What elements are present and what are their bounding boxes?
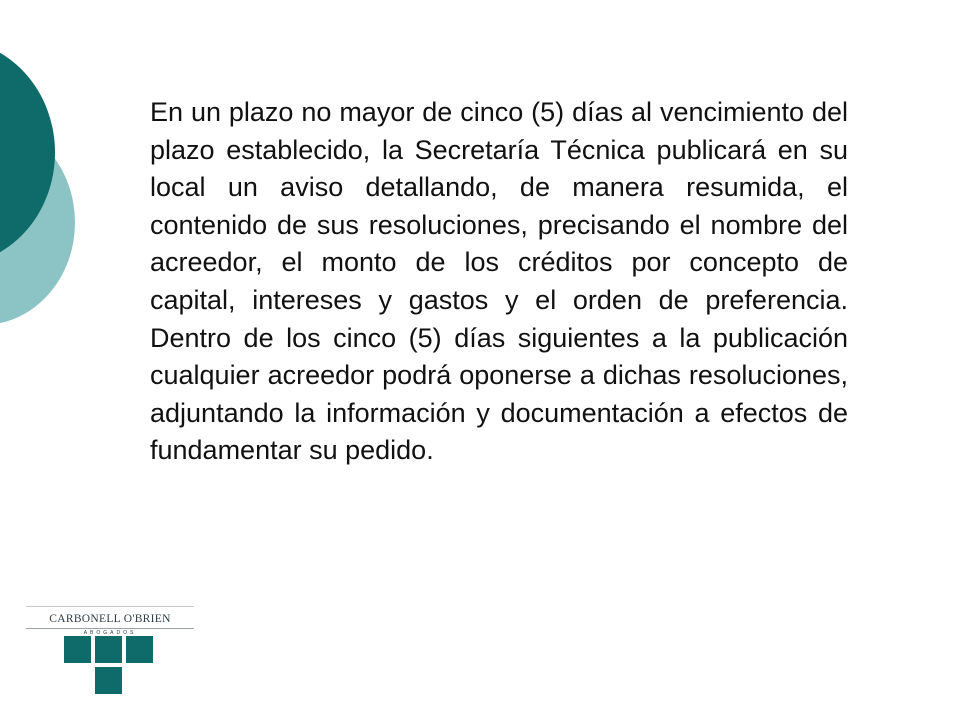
company-logo <box>26 606 196 696</box>
logo-divider <box>26 628 194 629</box>
logo-square <box>95 636 122 663</box>
logo-square <box>64 636 91 663</box>
logo-square <box>126 636 153 663</box>
slide-body-text: En un plazo no mayor de cinco (5) días al vencimiento del plazo establecido, la Secretaría Técnica publicará en su local un aviso detallando, de manera resumida, el contenido de sus resoluciones, precisando el nombre del acreedor, el monto de los créditos por concepto de capital, intereses y gastos y el orden de preferencia. Dentro de los cinco (5) días siguientes a la publicación cualquier acreedor podrá oponerse a dichas resoluciones, adjuntando la información y documentación a efectos de fundamentar su pedido. <box>150 97 848 466</box>
logo-top-divider <box>26 606 194 607</box>
logo-company-name: CARBONELL O'BRIEN <box>49 613 171 625</box>
logo-square <box>95 667 122 694</box>
logo-subtitle: ABOGADOS <box>83 630 137 636</box>
